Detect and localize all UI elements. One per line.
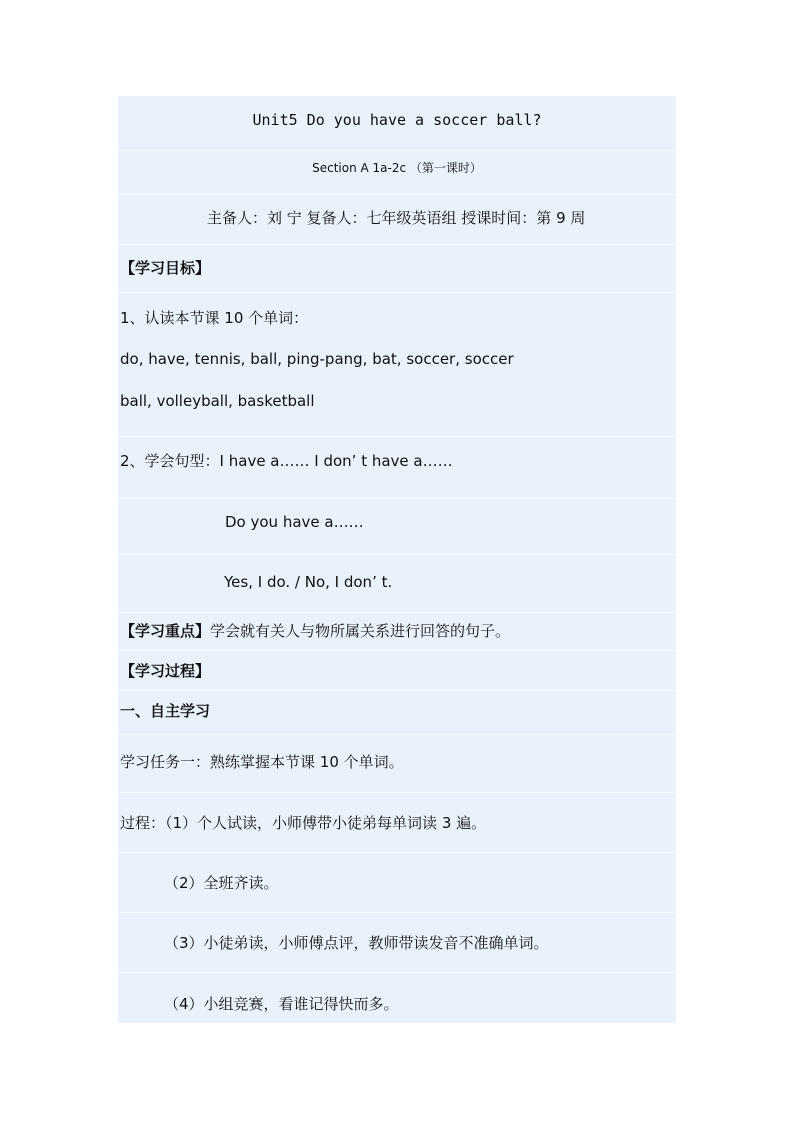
row-divider xyxy=(118,612,676,613)
self-study-heading: 一、自主学习 xyxy=(120,702,211,720)
sentence-pattern-1: I have a…… I don’ t have a…… xyxy=(219,452,453,470)
row-divider xyxy=(118,554,676,555)
objective-1-label: 1、认读本节课 10 个单词： xyxy=(120,309,309,327)
process-step-3: （3）小徒弟读，小师傅点评，教师带读发音不准确单词。 xyxy=(164,934,549,952)
row-divider xyxy=(118,690,676,691)
row-divider xyxy=(118,292,676,293)
process-step-1: 过程：（1）个人试读，小师傅带小徒弟每单词读 3 遍。 xyxy=(120,814,487,832)
row-divider xyxy=(118,792,676,793)
objective-2-label: 2、学会句型： xyxy=(120,452,220,470)
row-divider xyxy=(118,912,676,913)
row-divider xyxy=(118,852,676,853)
row-divider xyxy=(118,498,676,499)
row-divider xyxy=(118,972,676,973)
objective-2-line xyxy=(120,451,453,471)
sentence-pattern-2: Do you have a…… xyxy=(225,513,364,531)
objectives-heading: 【学习目标】 xyxy=(120,259,211,277)
process-heading: 【学习过程】 xyxy=(120,662,211,680)
row-divider xyxy=(118,436,676,437)
row-divider xyxy=(118,194,676,195)
row-divider xyxy=(118,244,676,245)
process-step-2: （2）全班齐读。 xyxy=(164,874,279,892)
task-1: 学习任务一：熟练掌握本节课 10 个单词。 xyxy=(120,753,404,771)
row-divider xyxy=(118,150,676,151)
sentence-pattern-3: Yes, I do. / No, I don’ t. xyxy=(224,573,393,591)
focus-line xyxy=(120,621,510,641)
document-subtitle: Section A 1a-2c （第一课时） xyxy=(312,161,482,175)
focus-text: 学会就有关人与物所属关系进行回答的句子。 xyxy=(210,622,511,640)
row-divider xyxy=(118,650,676,651)
document-title: Unit5 Do you have a soccer ball? xyxy=(252,111,542,129)
process-step-4: （4）小组竞赛，看谁记得快而多。 xyxy=(164,995,399,1013)
vocabulary-line-1: do, have, tennis, ball, ping-pang, bat, soccer, soccer xyxy=(120,350,514,368)
author-line: 主备人：刘 宁 复备人：七年级英语组 授课时间：第 9 周 xyxy=(207,209,586,227)
row-divider xyxy=(118,734,676,735)
vocabulary-line-2: ball, volleyball, basketball xyxy=(120,392,315,410)
focus-heading: 【学习重点】 xyxy=(120,622,211,640)
